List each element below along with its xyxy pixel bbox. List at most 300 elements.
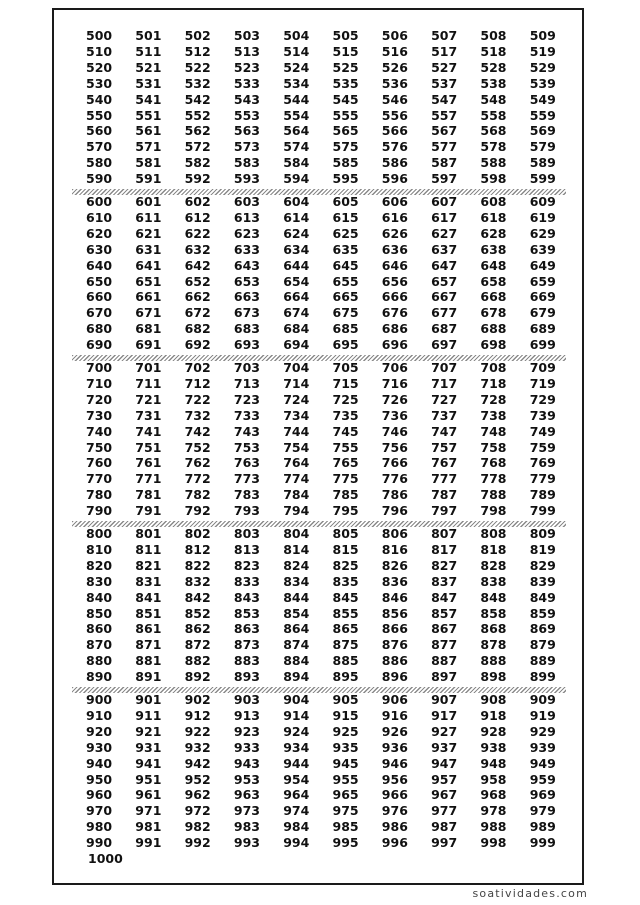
number-cell: 759 [529, 439, 556, 455]
number-row [54, 819, 582, 835]
number-cell: 684 [283, 321, 310, 337]
number-cell: 968 [480, 787, 507, 803]
number-cell: 887 [431, 653, 458, 669]
number-cell: 941 [135, 755, 162, 771]
number-cell: 642 [184, 257, 211, 273]
number-cell: 604 [283, 194, 310, 209]
number-cell: 550 [86, 107, 113, 123]
number-row [54, 487, 582, 503]
number-cell: 785 [332, 487, 359, 503]
number-cell: 937 [431, 739, 458, 755]
number-cell: 814 [283, 541, 310, 557]
number-cell: 862 [184, 621, 211, 637]
number-cell: 992 [184, 835, 211, 851]
number-cell: 777 [431, 471, 458, 487]
number-cell: 829 [529, 557, 556, 573]
number-cell: 774 [283, 471, 310, 487]
number-cell: 641 [135, 257, 162, 273]
number-cell: 573 [233, 139, 260, 155]
number-cell: 951 [135, 771, 162, 787]
number-cell: 621 [135, 225, 162, 241]
number-chart-sheet [52, 8, 584, 885]
number-cell: 509 [529, 28, 556, 43]
number-cell: 692 [184, 337, 211, 353]
number-cell: 870 [86, 637, 113, 653]
number-cell: 668 [480, 289, 507, 305]
number-cell: 844 [283, 589, 310, 605]
number-cell: 708 [480, 360, 507, 375]
number-cell: 809 [529, 526, 556, 541]
number-cell: 577 [431, 139, 458, 155]
number-cell: 938 [480, 739, 507, 755]
number-cell: 622 [184, 225, 211, 241]
number-cell: 602 [184, 194, 211, 209]
number-cell: 722 [184, 391, 211, 407]
number-cell: 619 [529, 209, 556, 225]
number-cell: 715 [332, 375, 359, 391]
number-cell: 524 [283, 59, 310, 75]
number-cell: 879 [529, 637, 556, 653]
number-cell: 966 [381, 787, 408, 803]
number-cell: 828 [480, 557, 507, 573]
number-cell: 667 [431, 289, 458, 305]
number-cell: 806 [381, 526, 408, 541]
number-cell: 559 [529, 107, 556, 123]
number-cell: 727 [431, 391, 458, 407]
number-cell: 660 [86, 289, 113, 305]
number-cell: 636 [381, 241, 408, 257]
number-cell: 957 [431, 771, 458, 787]
number-cell: 512 [184, 43, 211, 59]
number-cell: 950 [86, 771, 113, 787]
number-cell: 507 [431, 28, 458, 43]
number-cell: 711 [135, 375, 162, 391]
number-cell: 678 [480, 305, 507, 321]
number-cell: 764 [283, 455, 310, 471]
number-cell: 662 [184, 289, 211, 305]
number-cell: 588 [480, 155, 507, 171]
number-cell: 612 [184, 209, 211, 225]
number-cell: 537 [431, 75, 458, 91]
number-cell: 782 [184, 487, 211, 503]
number-cell: 740 [86, 423, 113, 439]
number-cell: 555 [332, 107, 359, 123]
number-cell: 842 [184, 589, 211, 605]
number-row [54, 305, 582, 321]
number-cell: 786 [381, 487, 408, 503]
number-cell: 818 [480, 541, 507, 557]
number-cell: 748 [480, 423, 507, 439]
number-cell: 823 [233, 557, 260, 573]
number-cell: 946 [381, 755, 408, 771]
number-cell: 783 [233, 487, 260, 503]
number-row [54, 242, 582, 258]
number-cell: 567 [431, 123, 458, 139]
number-cell: 526 [381, 59, 408, 75]
number-cell: 514 [283, 43, 310, 59]
number-cell: 765 [332, 455, 359, 471]
number-cell: 803 [233, 526, 260, 541]
number-cell: 695 [332, 337, 359, 353]
number-cell: 756 [381, 439, 408, 455]
number-cell: 977 [431, 803, 458, 819]
number-cell: 625 [332, 225, 359, 241]
number-row [54, 258, 582, 274]
number-cell: 694 [283, 337, 310, 353]
number-cell: 924 [283, 723, 310, 739]
number-cell: 916 [381, 707, 408, 723]
number-cell: 930 [86, 739, 113, 755]
number-cell: 515 [332, 43, 359, 59]
number-cell: 561 [135, 123, 162, 139]
number-cell: 797 [431, 503, 458, 519]
number-cell: 529 [529, 59, 556, 75]
number-cell: 683 [233, 321, 260, 337]
number-cell: 699 [529, 337, 556, 353]
number-row [54, 708, 582, 724]
number-cell: 701 [135, 360, 162, 375]
number-cell: 845 [332, 589, 359, 605]
number-cell: 773 [233, 471, 260, 487]
number-cell: 976 [381, 803, 408, 819]
number-cell: 557 [431, 107, 458, 123]
number-cell: 558 [480, 107, 507, 123]
number-cell: 728 [480, 391, 507, 407]
number-cell: 760 [86, 455, 113, 471]
number-cell: 686 [381, 321, 408, 337]
number-cell: 653 [233, 273, 260, 289]
number-cell: 627 [431, 225, 458, 241]
number-cell: 961 [135, 787, 162, 803]
number-cell: 835 [332, 573, 359, 589]
number-cell: 855 [332, 605, 359, 621]
number-cell: 516 [381, 43, 408, 59]
number-cell: 994 [283, 835, 310, 851]
number-cell: 836 [381, 573, 408, 589]
number-cell: 898 [480, 669, 507, 685]
number-cell: 611 [135, 209, 162, 225]
number-cell: 993 [233, 835, 260, 851]
number-cell: 543 [233, 91, 260, 107]
number-cell: 801 [135, 526, 162, 541]
number-row [54, 669, 582, 685]
number-cell: 805 [332, 526, 359, 541]
number-cell: 778 [480, 471, 507, 487]
number-cell: 948 [480, 755, 507, 771]
number-cell: 552 [184, 107, 211, 123]
number-cell: 985 [332, 819, 359, 835]
number-cell: 970 [86, 803, 113, 819]
number-cell: 769 [529, 455, 556, 471]
number-cell: 808 [480, 526, 507, 541]
number-cell: 673 [233, 305, 260, 321]
number-row [54, 408, 582, 424]
number-cell: 929 [529, 723, 556, 739]
number-cell: 570 [86, 139, 113, 155]
number-row [54, 756, 582, 772]
number-cell: 849 [529, 589, 556, 605]
number-row [54, 139, 582, 155]
number-cell: 914 [283, 707, 310, 723]
number-cell: 698 [480, 337, 507, 353]
number-row [54, 28, 582, 44]
number-cell: 572 [184, 139, 211, 155]
number-cell: 536 [381, 75, 408, 91]
number-cell: 825 [332, 557, 359, 573]
number-cell: 504 [283, 28, 310, 43]
number-cell: 975 [332, 803, 359, 819]
number-cell: 658 [480, 273, 507, 289]
number-cell: 628 [480, 225, 507, 241]
number-cell: 736 [381, 407, 408, 423]
number-cell: 865 [332, 621, 359, 637]
number-row [54, 226, 582, 242]
number-cell: 869 [529, 621, 556, 637]
number-cell: 885 [332, 653, 359, 669]
number-cell: 986 [381, 819, 408, 835]
number-cell: 671 [135, 305, 162, 321]
number-cell: 942 [184, 755, 211, 771]
number-cell: 791 [135, 503, 162, 519]
number-cell: 716 [381, 375, 408, 391]
number-cell: 542 [184, 91, 211, 107]
number-cell: 729 [529, 391, 556, 407]
number-cell: 886 [381, 653, 408, 669]
number-cell: 597 [431, 171, 458, 187]
number-cell: 703 [233, 360, 260, 375]
number-cell: 949 [529, 755, 556, 771]
number-cell: 505 [332, 28, 359, 43]
number-cell: 943 [233, 755, 260, 771]
number-cell: 926 [381, 723, 408, 739]
number-cell: 522 [184, 59, 211, 75]
number-cell: 541 [135, 91, 162, 107]
number-cell: 527 [431, 59, 458, 75]
number-cell: 799 [529, 503, 556, 519]
number-cell: 696 [381, 337, 408, 353]
number-cell: 581 [135, 155, 162, 171]
number-row [54, 44, 582, 60]
number-cell: 923 [233, 723, 260, 739]
number-row [54, 574, 582, 590]
number-cell: 891 [135, 669, 162, 685]
number-row [54, 590, 582, 606]
number-cell: 996 [381, 835, 408, 851]
number-cell: 556 [381, 107, 408, 123]
number-cell: 540 [86, 91, 113, 107]
number-cell: 724 [283, 391, 310, 407]
number-cell: 584 [283, 155, 310, 171]
number-cell: 903 [233, 692, 260, 707]
number-cell: 873 [233, 637, 260, 653]
number-cell: 978 [480, 803, 507, 819]
number-cell: 712 [184, 375, 211, 391]
number-cell: 565 [332, 123, 359, 139]
number-cell: 607 [431, 194, 458, 209]
number-cell: 519 [529, 43, 556, 59]
number-cell: 674 [283, 305, 310, 321]
number-cell: 596 [381, 171, 408, 187]
number-cell: 520 [86, 59, 113, 75]
number-cell: 904 [283, 692, 310, 707]
number-cell: 859 [529, 605, 556, 621]
number-cell: 648 [480, 257, 507, 273]
number-cell: 705 [332, 360, 359, 375]
number-row [54, 471, 582, 487]
number-cell: 630 [86, 241, 113, 257]
number-cell: 807 [431, 526, 458, 541]
number-cell: 718 [480, 375, 507, 391]
number-cell: 568 [480, 123, 507, 139]
number-cell: 723 [233, 391, 260, 407]
number-cell: 758 [480, 439, 507, 455]
number-row [54, 155, 582, 171]
number-cell: 997 [431, 835, 458, 851]
number-cell: 834 [283, 573, 310, 589]
number-cell: 831 [135, 573, 162, 589]
number-cell: 812 [184, 541, 211, 557]
number-cell: 585 [332, 155, 359, 171]
number-cell: 655 [332, 273, 359, 289]
number-cell: 788 [480, 487, 507, 503]
number-cell: 589 [529, 155, 556, 171]
number-cell: 605 [332, 194, 359, 209]
number-cell: 918 [480, 707, 507, 723]
number-cell: 889 [529, 653, 556, 669]
number-row [54, 455, 582, 471]
number-cell: 935 [332, 739, 359, 755]
number-cell: 730 [86, 407, 113, 423]
number-cell: 804 [283, 526, 310, 541]
number-cell: 523 [233, 59, 260, 75]
number-cell: 913 [233, 707, 260, 723]
number-block [54, 360, 582, 519]
number-row [54, 108, 582, 124]
number-cell: 816 [381, 541, 408, 557]
number-cell: 863 [233, 621, 260, 637]
number-cell: 576 [381, 139, 408, 155]
number-cell: 822 [184, 557, 211, 573]
number-cell: 876 [381, 637, 408, 653]
number-cell: 802 [184, 526, 211, 541]
number-cell: 900 [86, 692, 113, 707]
number-cell: 962 [184, 787, 211, 803]
number-cell: 566 [381, 123, 408, 139]
number-cell: 989 [529, 819, 556, 835]
number-cell: 575 [332, 139, 359, 155]
number-cell: 971 [135, 803, 162, 819]
number-cell: 533 [233, 75, 260, 91]
number-cell: 632 [184, 241, 211, 257]
number-cell: 991 [135, 835, 162, 851]
number-row [54, 724, 582, 740]
number-cell: 546 [381, 91, 408, 107]
number-cell: 669 [529, 289, 556, 305]
number-cell: 592 [184, 171, 211, 187]
number-row [54, 542, 582, 558]
number-row [54, 787, 582, 803]
number-cell: 817 [431, 541, 458, 557]
number-cell: 955 [332, 771, 359, 787]
number-cell: 563 [233, 123, 260, 139]
number-cell: 877 [431, 637, 458, 653]
number-cell: 539 [529, 75, 556, 91]
number-cell: 603 [233, 194, 260, 209]
number-cell: 820 [86, 557, 113, 573]
number-cell: 635 [332, 241, 359, 257]
number-row [54, 337, 582, 353]
number-cell: 964 [283, 787, 310, 803]
number-cell: 702 [184, 360, 211, 375]
number-cell: 895 [332, 669, 359, 685]
number-cell: 721 [135, 391, 162, 407]
number-cell: 532 [184, 75, 211, 91]
number-cell: 697 [431, 337, 458, 353]
number-cell: 593 [233, 171, 260, 187]
number-cell: 713 [233, 375, 260, 391]
number-cell: 965 [332, 787, 359, 803]
number-cell: 928 [480, 723, 507, 739]
number-cell: 934 [283, 739, 310, 755]
number-cell: 545 [332, 91, 359, 107]
number-cell: 826 [381, 557, 408, 573]
number-cell: 944 [283, 755, 310, 771]
number-row [54, 171, 582, 187]
number-cell: 893 [233, 669, 260, 685]
number-cell: 905 [332, 692, 359, 707]
number-cell: 910 [86, 707, 113, 723]
number-cell: 731 [135, 407, 162, 423]
number-cell: 972 [184, 803, 211, 819]
number-cell: 547 [431, 91, 458, 107]
number-cell: 666 [381, 289, 408, 305]
number-cell: 995 [332, 835, 359, 851]
number-row [54, 621, 582, 637]
number-cell: 911 [135, 707, 162, 723]
number-cell: 800 [86, 526, 113, 541]
number-cell: 798 [480, 503, 507, 519]
number-cell: 508 [480, 28, 507, 43]
number-cell: 511 [135, 43, 162, 59]
number-cell: 652 [184, 273, 211, 289]
number-row [54, 526, 582, 542]
number-cell: 963 [233, 787, 260, 803]
number-cell: 810 [86, 541, 113, 557]
number-cell: 839 [529, 573, 556, 589]
number-cell: 947 [431, 755, 458, 771]
number-cell: 582 [184, 155, 211, 171]
number-row [54, 558, 582, 574]
number-cell: 688 [480, 321, 507, 337]
number-cell: 608 [480, 194, 507, 209]
number-cell: 571 [135, 139, 162, 155]
number-cell: 554 [283, 107, 310, 123]
number-cell: 892 [184, 669, 211, 685]
number-cell: 979 [529, 803, 556, 819]
number-cell: 631 [135, 241, 162, 257]
number-cell: 771 [135, 471, 162, 487]
number-cell: 906 [381, 692, 408, 707]
number-cell: 689 [529, 321, 556, 337]
number-cell: 624 [283, 225, 310, 241]
number-cell: 936 [381, 739, 408, 755]
number-cell: 647 [431, 257, 458, 273]
number-cell: 500 [86, 28, 113, 43]
number-row [54, 424, 582, 440]
number-cell: 675 [332, 305, 359, 321]
number-cell: 866 [381, 621, 408, 637]
number-cell: 531 [135, 75, 162, 91]
